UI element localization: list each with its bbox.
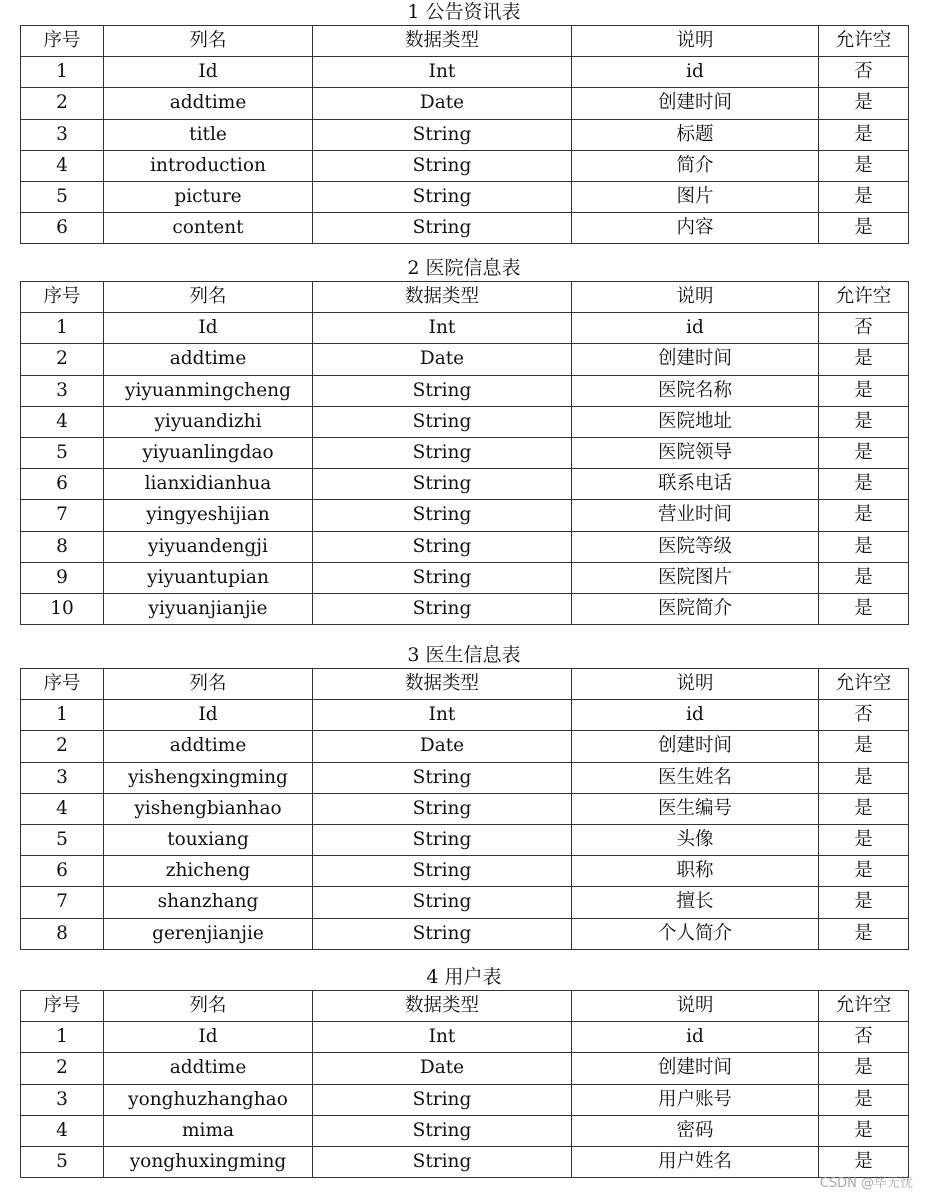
cell-data-type: Int [313, 700, 572, 731]
table-row [21, 531, 909, 562]
cell-column-name: Id [104, 57, 313, 88]
cell-nullable: 是 [819, 344, 909, 375]
cell-nullable: 否 [819, 57, 909, 88]
cell-data-type: Date [313, 344, 572, 375]
cell-column-name: zhicheng [104, 856, 313, 887]
header-description: 说明 [572, 26, 819, 57]
cell-nullable: 是 [819, 469, 909, 500]
cell-column-name: Id [104, 1022, 313, 1053]
table-row [21, 562, 909, 593]
header-index: 序号 [21, 282, 104, 313]
header-row [21, 26, 909, 57]
cell-column-name: gerenjianjie [104, 918, 313, 949]
cell-data-type: String [313, 437, 572, 468]
watermark: CSDN @毕无忧 [819, 1176, 913, 1191]
cell-description: 职称 [572, 856, 819, 887]
cell-description: 医院地址 [572, 406, 819, 437]
cell-nullable: 是 [819, 181, 909, 212]
cell-nullable: 是 [819, 406, 909, 437]
cell-description: 内容 [572, 213, 819, 244]
cell-nullable: 是 [819, 824, 909, 855]
cell-index: 4 [21, 406, 104, 437]
cell-index: 6 [21, 213, 104, 244]
table-row [21, 437, 909, 468]
cell-description: 创建时间 [572, 731, 819, 762]
cell-description: 创建时间 [572, 88, 819, 119]
cell-index: 7 [21, 887, 104, 918]
cell-nullable: 是 [819, 88, 909, 119]
cell-nullable: 是 [819, 150, 909, 181]
cell-description: 医院领导 [572, 437, 819, 468]
cell-description: 医生编号 [572, 793, 819, 824]
cell-index: 6 [21, 856, 104, 887]
cell-column-name: introduction [104, 150, 313, 181]
table-row [21, 793, 909, 824]
cell-column-name: yonghuxingming [104, 1146, 313, 1177]
cell-column-name: Id [104, 313, 313, 344]
header-nullable: 允许空 [819, 282, 909, 313]
table-row [21, 1115, 909, 1146]
cell-description: 图片 [572, 181, 819, 212]
cell-column-name: yiyuanjianjie [104, 593, 313, 624]
cell-data-type: String [313, 150, 572, 181]
cell-data-type: Int [313, 57, 572, 88]
table-row [21, 762, 909, 793]
table-row [21, 213, 909, 244]
table-row [21, 119, 909, 150]
cell-data-type: String [313, 469, 572, 500]
cell-index: 8 [21, 918, 104, 949]
header-column-name: 列名 [104, 991, 313, 1022]
cell-column-name: addtime [104, 344, 313, 375]
table-row [21, 700, 909, 731]
cell-nullable: 是 [819, 1053, 909, 1084]
cell-index: 2 [21, 344, 104, 375]
cell-column-name: touxiang [104, 824, 313, 855]
table-row [21, 1146, 909, 1177]
cell-nullable: 是 [819, 375, 909, 406]
table-row [21, 856, 909, 887]
table-caption: 3 医生信息表 [407, 644, 521, 666]
table-row [21, 406, 909, 437]
cell-column-name: shanzhang [104, 887, 313, 918]
cell-data-type: String [313, 824, 572, 855]
cell-column-name: lianxidianhua [104, 469, 313, 500]
cell-column-name: content [104, 213, 313, 244]
table-row [21, 181, 909, 212]
cell-description: 用户账号 [572, 1084, 819, 1115]
cell-data-type: Int [313, 313, 572, 344]
cell-nullable: 是 [819, 1146, 909, 1177]
cell-index: 3 [21, 375, 104, 406]
header-data-type: 数据类型 [313, 26, 572, 57]
table-row [21, 1053, 909, 1084]
table-caption: 1 公告资讯表 [407, 1, 521, 23]
cell-data-type: String [313, 375, 572, 406]
cell-nullable: 是 [819, 119, 909, 150]
header-data-type: 数据类型 [313, 669, 572, 700]
table-block-4 [20, 966, 908, 1178]
cell-nullable: 是 [819, 762, 909, 793]
cell-nullable: 是 [819, 731, 909, 762]
cell-nullable: 是 [819, 1084, 909, 1115]
cell-description: 医院简介 [572, 593, 819, 624]
cell-description: 营业时间 [572, 500, 819, 531]
schema-table [20, 25, 909, 244]
header-column-name: 列名 [104, 282, 313, 313]
cell-index: 10 [21, 593, 104, 624]
table-row [21, 887, 909, 918]
cell-nullable: 否 [819, 313, 909, 344]
cell-column-name: addtime [104, 1053, 313, 1084]
cell-nullable: 是 [819, 887, 909, 918]
cell-index: 5 [21, 437, 104, 468]
cell-index: 6 [21, 469, 104, 500]
cell-column-name: yingyeshijian [104, 500, 313, 531]
table-block-2 [20, 257, 908, 625]
cell-index: 3 [21, 762, 104, 793]
cell-data-type: Int [313, 1022, 572, 1053]
cell-description: 医生姓名 [572, 762, 819, 793]
cell-description: 创建时间 [572, 1053, 819, 1084]
cell-description: id [572, 313, 819, 344]
cell-description: 头像 [572, 824, 819, 855]
cell-index: 4 [21, 793, 104, 824]
table-caption: 2 医院信息表 [407, 257, 521, 279]
cell-index: 5 [21, 181, 104, 212]
header-index: 序号 [21, 669, 104, 700]
cell-index: 4 [21, 1115, 104, 1146]
table-block-3 [20, 644, 908, 950]
cell-column-name: addtime [104, 88, 313, 119]
cell-index: 1 [21, 313, 104, 344]
cell-index: 7 [21, 500, 104, 531]
cell-description: 创建时间 [572, 344, 819, 375]
cell-data-type: String [313, 213, 572, 244]
cell-description: 医院名称 [572, 375, 819, 406]
header-row [21, 282, 909, 313]
header-nullable: 允许空 [819, 669, 909, 700]
cell-data-type: Date [313, 88, 572, 119]
cell-description: 医院等级 [572, 531, 819, 562]
cell-index: 3 [21, 1084, 104, 1115]
cell-nullable: 否 [819, 700, 909, 731]
cell-description: id [572, 57, 819, 88]
cell-data-type: String [313, 762, 572, 793]
cell-column-name: yiyuanmingcheng [104, 375, 313, 406]
cell-data-type: String [313, 887, 572, 918]
table-row [21, 313, 909, 344]
table-row [21, 375, 909, 406]
header-data-type: 数据类型 [313, 991, 572, 1022]
cell-column-name: yiyuanlingdao [104, 437, 313, 468]
cell-data-type: Date [313, 731, 572, 762]
cell-description: id [572, 1022, 819, 1053]
cell-column-name: yonghuzhanghao [104, 1084, 313, 1115]
header-column-name: 列名 [104, 669, 313, 700]
cell-description: 医院图片 [572, 562, 819, 593]
header-nullable: 允许空 [819, 26, 909, 57]
cell-data-type: String [313, 593, 572, 624]
cell-data-type: String [313, 500, 572, 531]
schema-table [20, 668, 909, 950]
cell-description: 联系电话 [572, 469, 819, 500]
schema-table [20, 990, 909, 1178]
cell-data-type: String [313, 531, 572, 562]
cell-data-type: String [313, 562, 572, 593]
cell-index: 9 [21, 562, 104, 593]
table-row [21, 57, 909, 88]
cell-data-type: String [313, 793, 572, 824]
cell-index: 3 [21, 119, 104, 150]
table-row [21, 500, 909, 531]
cell-data-type: String [313, 406, 572, 437]
cell-description: 密码 [572, 1115, 819, 1146]
table-row [21, 824, 909, 855]
cell-nullable: 是 [819, 213, 909, 244]
table-row [21, 1022, 909, 1053]
cell-column-name: title [104, 119, 313, 150]
table-row [21, 150, 909, 181]
cell-index: 5 [21, 1146, 104, 1177]
cell-data-type: String [313, 1084, 572, 1115]
header-data-type: 数据类型 [313, 282, 572, 313]
schema-table [20, 281, 909, 625]
cell-nullable: 是 [819, 593, 909, 624]
cell-column-name: addtime [104, 731, 313, 762]
cell-index: 2 [21, 88, 104, 119]
header-description: 说明 [572, 282, 819, 313]
cell-description: 用户姓名 [572, 1146, 819, 1177]
cell-data-type: Date [313, 1053, 572, 1084]
cell-index: 2 [21, 1053, 104, 1084]
cell-column-name: yiyuantupian [104, 562, 313, 593]
cell-column-name: yiyuandizhi [104, 406, 313, 437]
cell-nullable: 是 [819, 918, 909, 949]
header-index: 序号 [21, 991, 104, 1022]
cell-index: 2 [21, 731, 104, 762]
cell-index: 1 [21, 57, 104, 88]
cell-data-type: String [313, 181, 572, 212]
cell-nullable: 是 [819, 793, 909, 824]
table-row [21, 593, 909, 624]
cell-column-name: picture [104, 181, 313, 212]
table-row [21, 731, 909, 762]
cell-index: 1 [21, 700, 104, 731]
header-row [21, 991, 909, 1022]
cell-column-name: mima [104, 1115, 313, 1146]
cell-index: 8 [21, 531, 104, 562]
cell-nullable: 是 [819, 500, 909, 531]
header-description: 说明 [572, 991, 819, 1022]
header-row [21, 669, 909, 700]
cell-column-name: Id [104, 700, 313, 731]
table-row [21, 88, 909, 119]
header-description: 说明 [572, 669, 819, 700]
cell-data-type: String [313, 1146, 572, 1177]
table-row [21, 469, 909, 500]
cell-data-type: String [313, 119, 572, 150]
cell-data-type: String [313, 1115, 572, 1146]
cell-nullable: 是 [819, 531, 909, 562]
table-caption: 4 用户表 [426, 966, 502, 988]
cell-column-name: yishengbianhao [104, 793, 313, 824]
cell-index: 4 [21, 150, 104, 181]
table-row [21, 918, 909, 949]
header-index: 序号 [21, 26, 104, 57]
cell-column-name: yiyuandengji [104, 531, 313, 562]
cell-description: 个人简介 [572, 918, 819, 949]
cell-data-type: String [313, 856, 572, 887]
table-block-1 [20, 1, 908, 244]
cell-index: 5 [21, 824, 104, 855]
cell-nullable: 是 [819, 437, 909, 468]
cell-data-type: String [313, 918, 572, 949]
cell-description: 简介 [572, 150, 819, 181]
table-row [21, 344, 909, 375]
header-column-name: 列名 [104, 26, 313, 57]
cell-nullable: 否 [819, 1022, 909, 1053]
cell-nullable: 是 [819, 562, 909, 593]
header-nullable: 允许空 [819, 991, 909, 1022]
cell-description: id [572, 700, 819, 731]
table-row [21, 1084, 909, 1115]
cell-nullable: 是 [819, 856, 909, 887]
cell-nullable: 是 [819, 1115, 909, 1146]
cell-index: 1 [21, 1022, 104, 1053]
cell-description: 标题 [572, 119, 819, 150]
cell-column-name: yishengxingming [104, 762, 313, 793]
cell-description: 擅长 [572, 887, 819, 918]
